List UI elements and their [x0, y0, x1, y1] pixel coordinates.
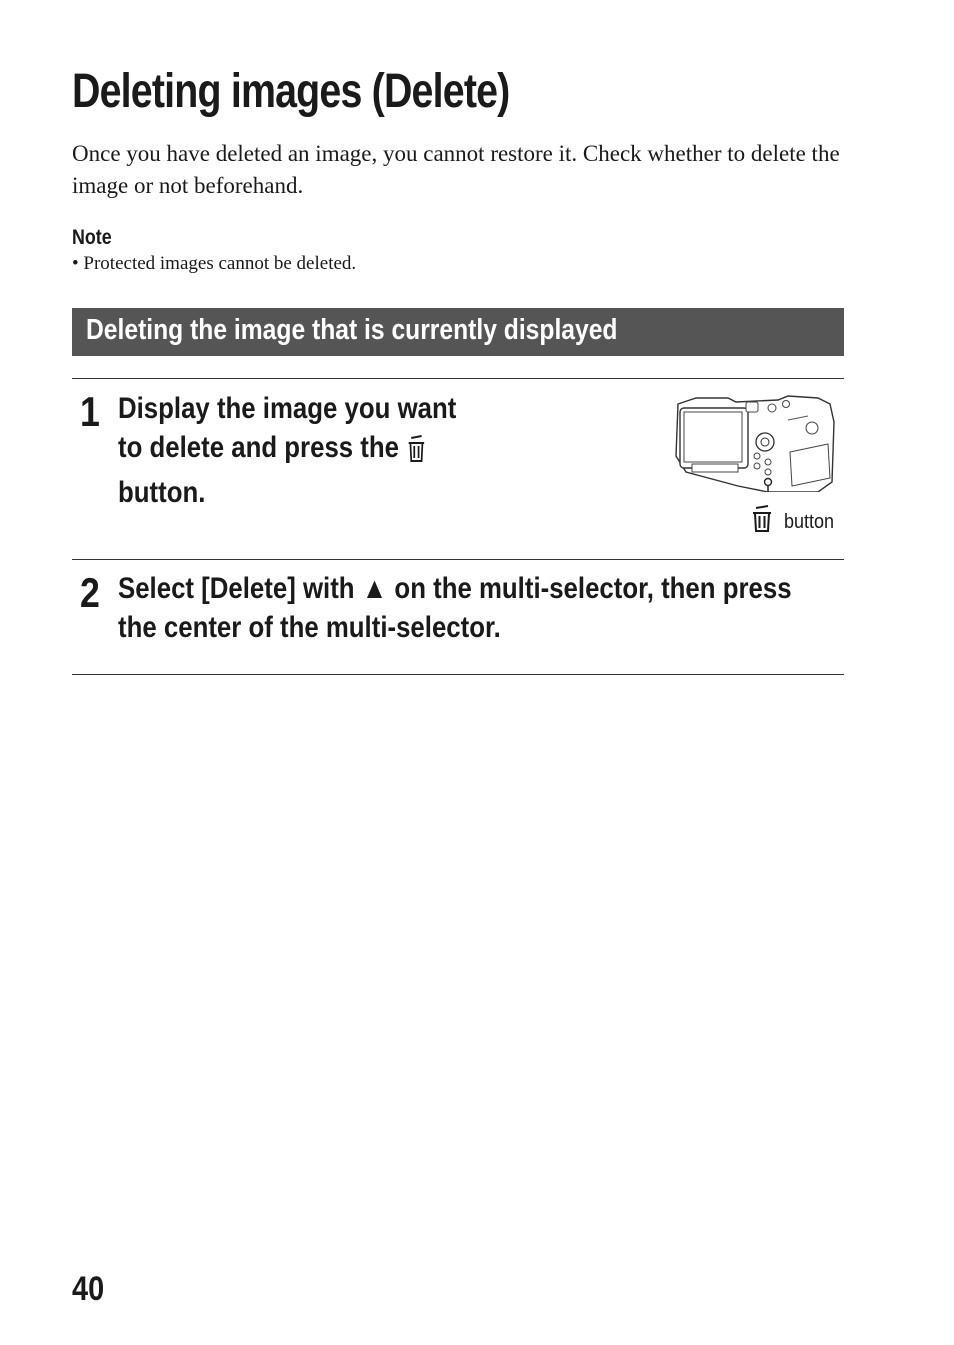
trash-icon	[750, 505, 774, 539]
camera-back-illustration	[668, 392, 838, 497]
step-line: Select [Delete] with ▲ on the multi-selector, then press	[118, 572, 792, 605]
step-number: 2	[80, 569, 100, 616]
step-line: the center of the multi-selector.	[118, 611, 501, 644]
section-header	[72, 308, 844, 356]
step-line: button.	[118, 476, 206, 509]
page-number: 40	[72, 1270, 105, 1308]
note-item: • Protected images cannot be deleted.	[72, 253, 357, 274]
caption-label: button	[784, 510, 835, 533]
note-heading: Note	[72, 226, 112, 249]
trash-icon	[406, 434, 427, 473]
step-instruction	[118, 389, 456, 512]
divider	[72, 559, 844, 560]
step-line: Display the image you want	[118, 392, 457, 425]
step-line: to delete and press the	[118, 428, 456, 473]
page-title: Deleting images (Delete)	[72, 65, 510, 118]
step-instruction	[118, 569, 792, 647]
divider	[72, 674, 844, 675]
divider	[72, 378, 844, 379]
section-title: Deleting the image that is currently displayed	[86, 314, 618, 346]
intro-paragraph: Once you have deleted an image, you cannot restore it. Check whether to delete the image or not beforehand.	[72, 141, 840, 198]
trash-button-caption	[750, 505, 840, 539]
step-number: 1	[80, 388, 100, 435]
